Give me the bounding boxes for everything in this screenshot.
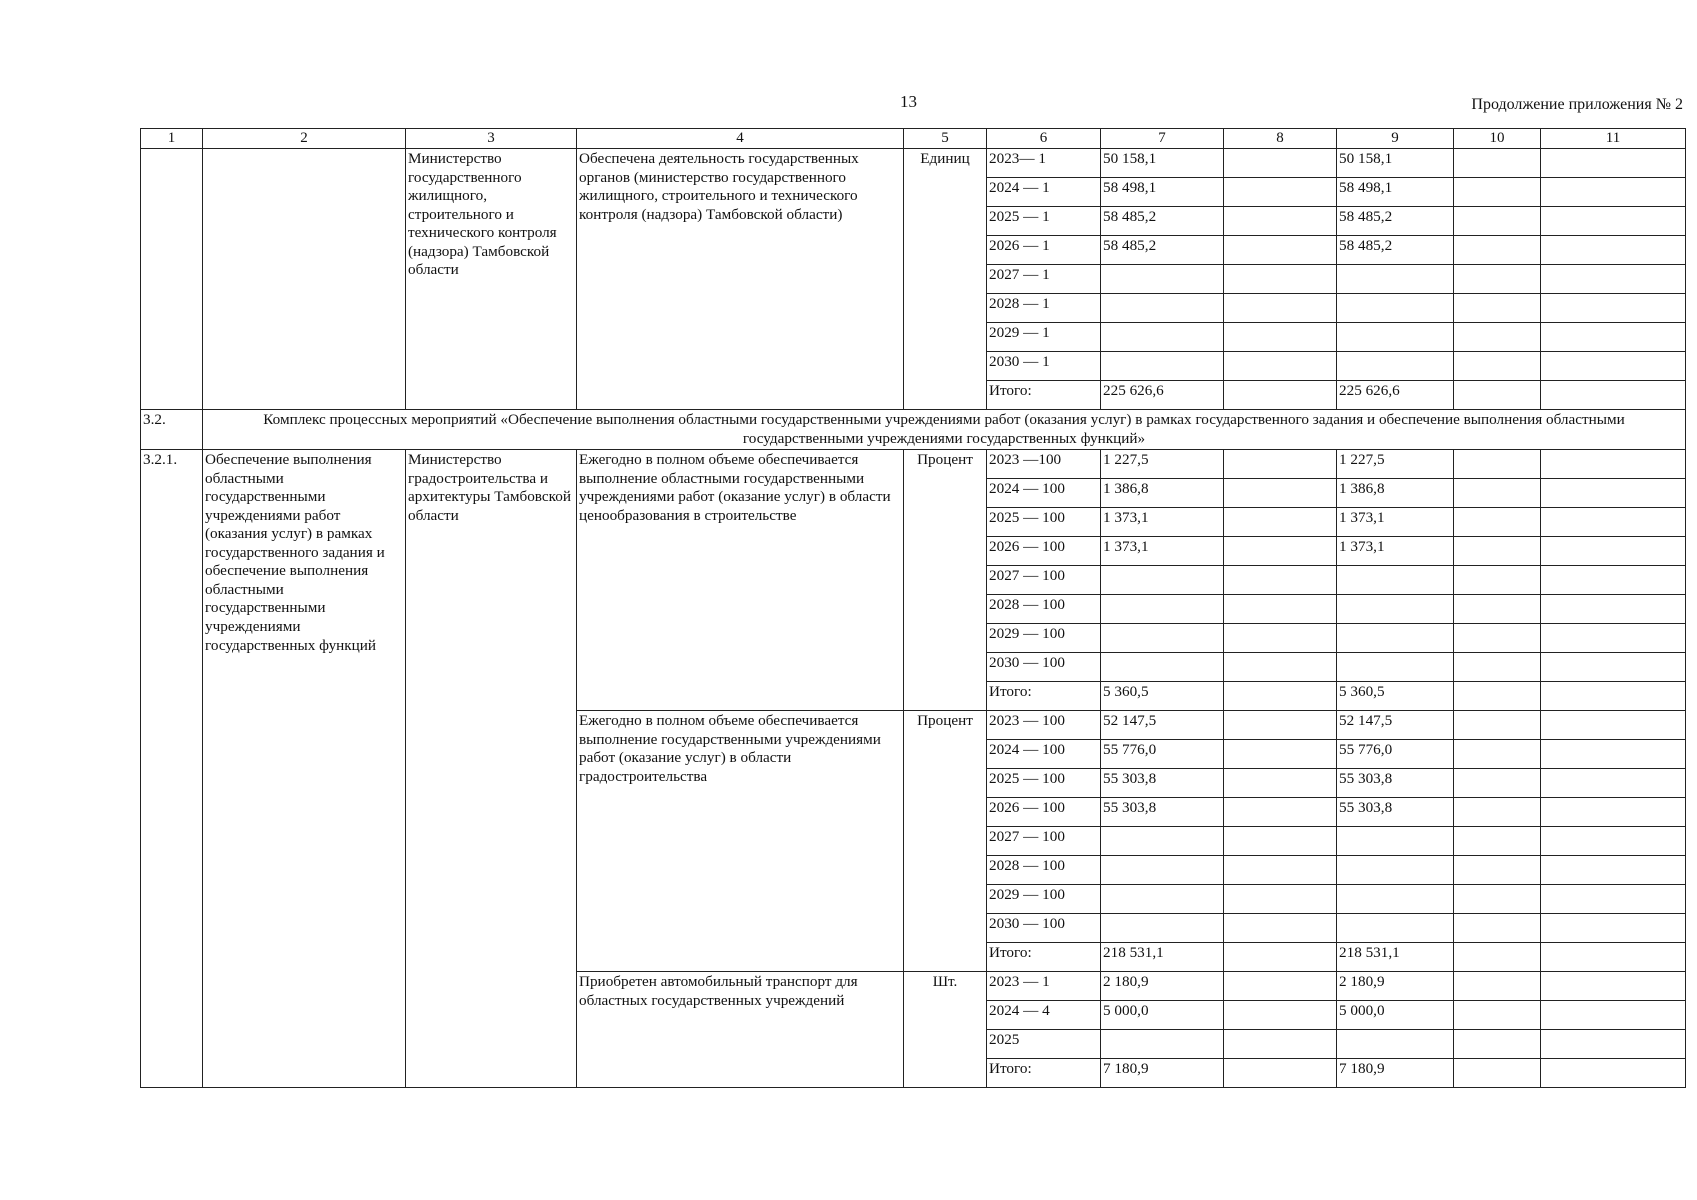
regional-funding-cell: 7 180,9: [1337, 1059, 1454, 1088]
regional-funding-cell: 1 227,5: [1337, 450, 1454, 479]
extrabudgetary-funding-cell: [1541, 352, 1686, 381]
extrabudgetary-funding-cell: [1541, 856, 1686, 885]
total-funding-cell: 7 180,9: [1101, 1059, 1224, 1088]
year-target-cell: 2024 — 1: [987, 178, 1101, 207]
federal-funding-cell: [1224, 207, 1337, 236]
regional-funding-cell: [1337, 856, 1454, 885]
total-funding-cell: 58 485,2: [1101, 207, 1224, 236]
year-target-cell: 2028 — 1: [987, 294, 1101, 323]
local-funding-cell: [1454, 653, 1541, 682]
federal-funding-cell: [1224, 1001, 1337, 1030]
table-row: [141, 450, 1686, 479]
regional-funding-cell: 55 303,8: [1337, 769, 1454, 798]
total-funding-cell: 218 531,1: [1101, 943, 1224, 972]
local-funding-cell: [1454, 381, 1541, 410]
local-funding-cell: [1454, 236, 1541, 265]
extrabudgetary-funding-cell: [1541, 711, 1686, 740]
regional-funding-cell: 1 373,1: [1337, 508, 1454, 537]
table-row: [141, 149, 1686, 178]
federal-funding-cell: [1224, 294, 1337, 323]
extrabudgetary-funding-cell: [1541, 508, 1686, 537]
regional-funding-cell: 225 626,6: [1337, 381, 1454, 410]
total-funding-cell: [1101, 914, 1224, 943]
total-funding-cell: 2 180,9: [1101, 972, 1224, 1001]
page-number: 13: [900, 92, 917, 111]
item-number-cell: [141, 149, 203, 410]
local-funding-cell: [1454, 352, 1541, 381]
extrabudgetary-funding-cell: [1541, 178, 1686, 207]
regional-funding-cell: 2 180,9: [1337, 972, 1454, 1001]
total-funding-cell: 1 386,8: [1101, 479, 1224, 508]
section-number-cell: 3.2.: [141, 410, 203, 450]
total-funding-cell: 225 626,6: [1101, 381, 1224, 410]
total-funding-cell: 55 303,8: [1101, 798, 1224, 827]
local-funding-cell: [1454, 798, 1541, 827]
regional-funding-cell: [1337, 323, 1454, 352]
extrabudgetary-funding-cell: [1541, 653, 1686, 682]
federal-funding-cell: [1224, 653, 1337, 682]
regional-funding-cell: [1337, 827, 1454, 856]
year-target-cell: 2025 — 1: [987, 207, 1101, 236]
extrabudgetary-funding-cell: [1541, 149, 1686, 178]
item-number-cell: 3.2.1.: [141, 450, 203, 1088]
local-funding-cell: [1454, 294, 1541, 323]
extrabudgetary-funding-cell: [1541, 624, 1686, 653]
extrabudgetary-funding-cell: [1541, 537, 1686, 566]
extrabudgetary-funding-cell: [1541, 236, 1686, 265]
extrabudgetary-funding-cell: [1541, 682, 1686, 711]
local-funding-cell: [1454, 972, 1541, 1001]
local-funding-cell: [1454, 323, 1541, 352]
total-funding-cell: [1101, 653, 1224, 682]
year-target-cell: 2029 — 100: [987, 624, 1101, 653]
total-funding-cell: [1101, 827, 1224, 856]
responsible-executor-cell: Министерство градостроительства и архитектуры Тамбовской области: [406, 450, 577, 1088]
federal-funding-cell: [1224, 595, 1337, 624]
responsible-executor-cell: Министерство государственного жилищного, строительного и технического контроля (надзора) Тамбовской области: [406, 149, 577, 410]
federal-funding-cell: [1224, 450, 1337, 479]
year-target-cell: 2030 — 1: [987, 352, 1101, 381]
federal-funding-cell: [1224, 265, 1337, 294]
extrabudgetary-funding-cell: [1541, 943, 1686, 972]
local-funding-cell: [1454, 450, 1541, 479]
federal-funding-cell: [1224, 149, 1337, 178]
extrabudgetary-funding-cell: [1541, 1001, 1686, 1030]
year-target-cell: Итого:: [987, 381, 1101, 410]
extrabudgetary-funding-cell: [1541, 885, 1686, 914]
total-funding-cell: [1101, 294, 1224, 323]
extrabudgetary-funding-cell: [1541, 769, 1686, 798]
year-target-cell: 2025: [987, 1030, 1101, 1059]
year-target-cell: 2023 —100: [987, 450, 1101, 479]
total-funding-cell: 52 147,5: [1101, 711, 1224, 740]
total-funding-cell: 58 485,2: [1101, 236, 1224, 265]
unit-cell: Единиц: [904, 149, 987, 410]
extrabudgetary-funding-cell: [1541, 972, 1686, 1001]
regional-funding-cell: 1 373,1: [1337, 537, 1454, 566]
federal-funding-cell: [1224, 885, 1337, 914]
local-funding-cell: [1454, 1001, 1541, 1030]
total-funding-cell: [1101, 566, 1224, 595]
extrabudgetary-funding-cell: [1541, 1059, 1686, 1088]
column-number-row: [141, 129, 1686, 149]
federal-funding-cell: [1224, 624, 1337, 653]
extrabudgetary-funding-cell: [1541, 479, 1686, 508]
year-target-cell: 2027 — 100: [987, 827, 1101, 856]
local-funding-cell: [1454, 827, 1541, 856]
result-description-cell: Ежегодно в полном объеме обеспечивается выполнение государственными учреждениями работ (оказание услуг) в области градостроительства: [577, 711, 904, 972]
local-funding-cell: [1454, 479, 1541, 508]
total-funding-cell: 50 158,1: [1101, 149, 1224, 178]
measure-name-cell: [203, 149, 406, 410]
total-funding-cell: [1101, 624, 1224, 653]
year-target-cell: 2024 — 100: [987, 740, 1101, 769]
federal-funding-cell: [1224, 856, 1337, 885]
regional-funding-cell: 55 776,0: [1337, 740, 1454, 769]
federal-funding-cell: [1224, 566, 1337, 595]
extrabudgetary-funding-cell: [1541, 566, 1686, 595]
regional-funding-cell: 58 498,1: [1337, 178, 1454, 207]
local-funding-cell: [1454, 769, 1541, 798]
section-row: [141, 410, 1686, 450]
extrabudgetary-funding-cell: [1541, 914, 1686, 943]
local-funding-cell: [1454, 178, 1541, 207]
extrabudgetary-funding-cell: [1541, 798, 1686, 827]
year-target-cell: 2028 — 100: [987, 856, 1101, 885]
federal-funding-cell: [1224, 740, 1337, 769]
federal-funding-cell: [1224, 827, 1337, 856]
regional-funding-cell: 1 386,8: [1337, 479, 1454, 508]
federal-funding-cell: [1224, 236, 1337, 265]
measure-name-cell: Обеспечение выполнения областными государственными учреждениями работ (оказания услуг) в рамках государственного задания и обеспечение выполнения областными государственными учреждениями государственных функций: [203, 450, 406, 1088]
local-funding-cell: [1454, 682, 1541, 711]
column-number-8: 8: [1224, 129, 1337, 149]
regional-funding-cell: 55 303,8: [1337, 798, 1454, 827]
extrabudgetary-funding-cell: [1541, 450, 1686, 479]
local-funding-cell: [1454, 149, 1541, 178]
column-number-5: 5: [904, 129, 987, 149]
year-target-cell: 2023 — 1: [987, 972, 1101, 1001]
federal-funding-cell: [1224, 508, 1337, 537]
regional-funding-cell: [1337, 595, 1454, 624]
extrabudgetary-funding-cell: [1541, 381, 1686, 410]
result-description-cell: Обеспечена деятельность государственных органов (министерство государственного жилищного, строительного и технического контроля (надзора) Тамбовской области): [577, 149, 904, 410]
regional-funding-cell: 58 485,2: [1337, 236, 1454, 265]
local-funding-cell: [1454, 1059, 1541, 1088]
local-funding-cell: [1454, 624, 1541, 653]
year-target-cell: 2026 — 1: [987, 236, 1101, 265]
federal-funding-cell: [1224, 178, 1337, 207]
total-funding-cell: 58 498,1: [1101, 178, 1224, 207]
total-funding-cell: 1 227,5: [1101, 450, 1224, 479]
year-target-cell: 2023 — 100: [987, 711, 1101, 740]
unit-cell: Процент: [904, 711, 987, 972]
year-target-cell: Итого:: [987, 1059, 1101, 1088]
year-target-cell: Итого:: [987, 682, 1101, 711]
total-funding-cell: [1101, 265, 1224, 294]
year-target-cell: Итого:: [987, 943, 1101, 972]
total-funding-cell: [1101, 595, 1224, 624]
extrabudgetary-funding-cell: [1541, 595, 1686, 624]
column-number-6: 6: [987, 129, 1101, 149]
year-target-cell: 2024 — 100: [987, 479, 1101, 508]
regional-funding-cell: [1337, 914, 1454, 943]
local-funding-cell: [1454, 740, 1541, 769]
extrabudgetary-funding-cell: [1541, 740, 1686, 769]
total-funding-cell: [1101, 323, 1224, 352]
year-target-cell: 2029 — 100: [987, 885, 1101, 914]
federal-funding-cell: [1224, 1059, 1337, 1088]
regional-funding-cell: 218 531,1: [1337, 943, 1454, 972]
regional-funding-cell: [1337, 265, 1454, 294]
federal-funding-cell: [1224, 1030, 1337, 1059]
year-target-cell: 2027 — 100: [987, 566, 1101, 595]
federal-funding-cell: [1224, 537, 1337, 566]
federal-funding-cell: [1224, 798, 1337, 827]
local-funding-cell: [1454, 566, 1541, 595]
year-target-cell: 2025 — 100: [987, 769, 1101, 798]
local-funding-cell: [1454, 595, 1541, 624]
section-title-cell: Комплекс процессных мероприятий «Обеспечение выполнения областными государственными учреждениями работ (оказания услуг) в рамках государственного задания и обеспечение выполнения областными государственными учреждениями государственных функций»: [203, 410, 1686, 450]
regional-funding-cell: [1337, 885, 1454, 914]
total-funding-cell: 55 303,8: [1101, 769, 1224, 798]
extrabudgetary-funding-cell: [1541, 827, 1686, 856]
regional-funding-cell: [1337, 566, 1454, 595]
column-number-4: 4: [577, 129, 904, 149]
local-funding-cell: [1454, 207, 1541, 236]
column-number-11: 11: [1541, 129, 1686, 149]
year-target-cell: 2023— 1: [987, 149, 1101, 178]
regional-funding-cell: [1337, 653, 1454, 682]
local-funding-cell: [1454, 508, 1541, 537]
column-number-10: 10: [1454, 129, 1541, 149]
regional-funding-cell: 52 147,5: [1337, 711, 1454, 740]
extrabudgetary-funding-cell: [1541, 265, 1686, 294]
regional-funding-cell: 50 158,1: [1337, 149, 1454, 178]
local-funding-cell: [1454, 1030, 1541, 1059]
extrabudgetary-funding-cell: [1541, 1030, 1686, 1059]
total-funding-cell: 1 373,1: [1101, 508, 1224, 537]
regional-funding-cell: [1337, 294, 1454, 323]
total-funding-cell: [1101, 856, 1224, 885]
local-funding-cell: [1454, 856, 1541, 885]
total-funding-cell: 1 373,1: [1101, 537, 1224, 566]
year-target-cell: 2030 — 100: [987, 914, 1101, 943]
total-funding-cell: 5 360,5: [1101, 682, 1224, 711]
regional-funding-cell: [1337, 624, 1454, 653]
year-target-cell: 2029 — 1: [987, 323, 1101, 352]
column-number-7: 7: [1101, 129, 1224, 149]
federal-funding-cell: [1224, 323, 1337, 352]
total-funding-cell: 55 776,0: [1101, 740, 1224, 769]
year-target-cell: 2027 — 1: [987, 265, 1101, 294]
federal-funding-cell: [1224, 352, 1337, 381]
regional-funding-cell: [1337, 1030, 1454, 1059]
local-funding-cell: [1454, 711, 1541, 740]
continuation-note: Продолжение приложения № 2: [1471, 96, 1683, 113]
column-number-1: 1: [141, 129, 203, 149]
column-number-9: 9: [1337, 129, 1454, 149]
extrabudgetary-funding-cell: [1541, 323, 1686, 352]
year-target-cell: 2026 — 100: [987, 798, 1101, 827]
total-funding-cell: [1101, 352, 1224, 381]
regional-funding-cell: [1337, 352, 1454, 381]
year-target-cell: 2025 — 100: [987, 508, 1101, 537]
federal-funding-cell: [1224, 769, 1337, 798]
federal-funding-cell: [1224, 479, 1337, 508]
federal-funding-cell: [1224, 381, 1337, 410]
local-funding-cell: [1454, 943, 1541, 972]
table-body: [141, 129, 1686, 1088]
regional-funding-cell: 5 000,0: [1337, 1001, 1454, 1030]
result-description-cell: Приобретен автомобильный транспорт для областных государственных учреждений: [577, 972, 904, 1088]
year-target-cell: 2028 — 100: [987, 595, 1101, 624]
regional-funding-cell: 5 360,5: [1337, 682, 1454, 711]
federal-funding-cell: [1224, 972, 1337, 1001]
extrabudgetary-funding-cell: [1541, 294, 1686, 323]
result-description-cell: Ежегодно в полном объеме обеспечивается выполнение областными государственными учреждениями работ (оказание услуг) в области ценообразования в строительстве: [577, 450, 904, 711]
local-funding-cell: [1454, 914, 1541, 943]
column-number-2: 2: [203, 129, 406, 149]
federal-funding-cell: [1224, 914, 1337, 943]
total-funding-cell: [1101, 885, 1224, 914]
year-target-cell: 2024 — 4: [987, 1001, 1101, 1030]
local-funding-cell: [1454, 537, 1541, 566]
total-funding-cell: 5 000,0: [1101, 1001, 1224, 1030]
local-funding-cell: [1454, 265, 1541, 294]
year-target-cell: 2030 — 100: [987, 653, 1101, 682]
regional-funding-cell: 58 485,2: [1337, 207, 1454, 236]
unit-cell: Шт.: [904, 972, 987, 1088]
year-target-cell: 2026 — 100: [987, 537, 1101, 566]
federal-funding-cell: [1224, 682, 1337, 711]
federal-funding-cell: [1224, 943, 1337, 972]
local-funding-cell: [1454, 885, 1541, 914]
column-number-3: 3: [406, 129, 577, 149]
appendix-table: [140, 128, 1686, 1088]
total-funding-cell: [1101, 1030, 1224, 1059]
federal-funding-cell: [1224, 711, 1337, 740]
unit-cell: Процент: [904, 450, 987, 711]
extrabudgetary-funding-cell: [1541, 207, 1686, 236]
